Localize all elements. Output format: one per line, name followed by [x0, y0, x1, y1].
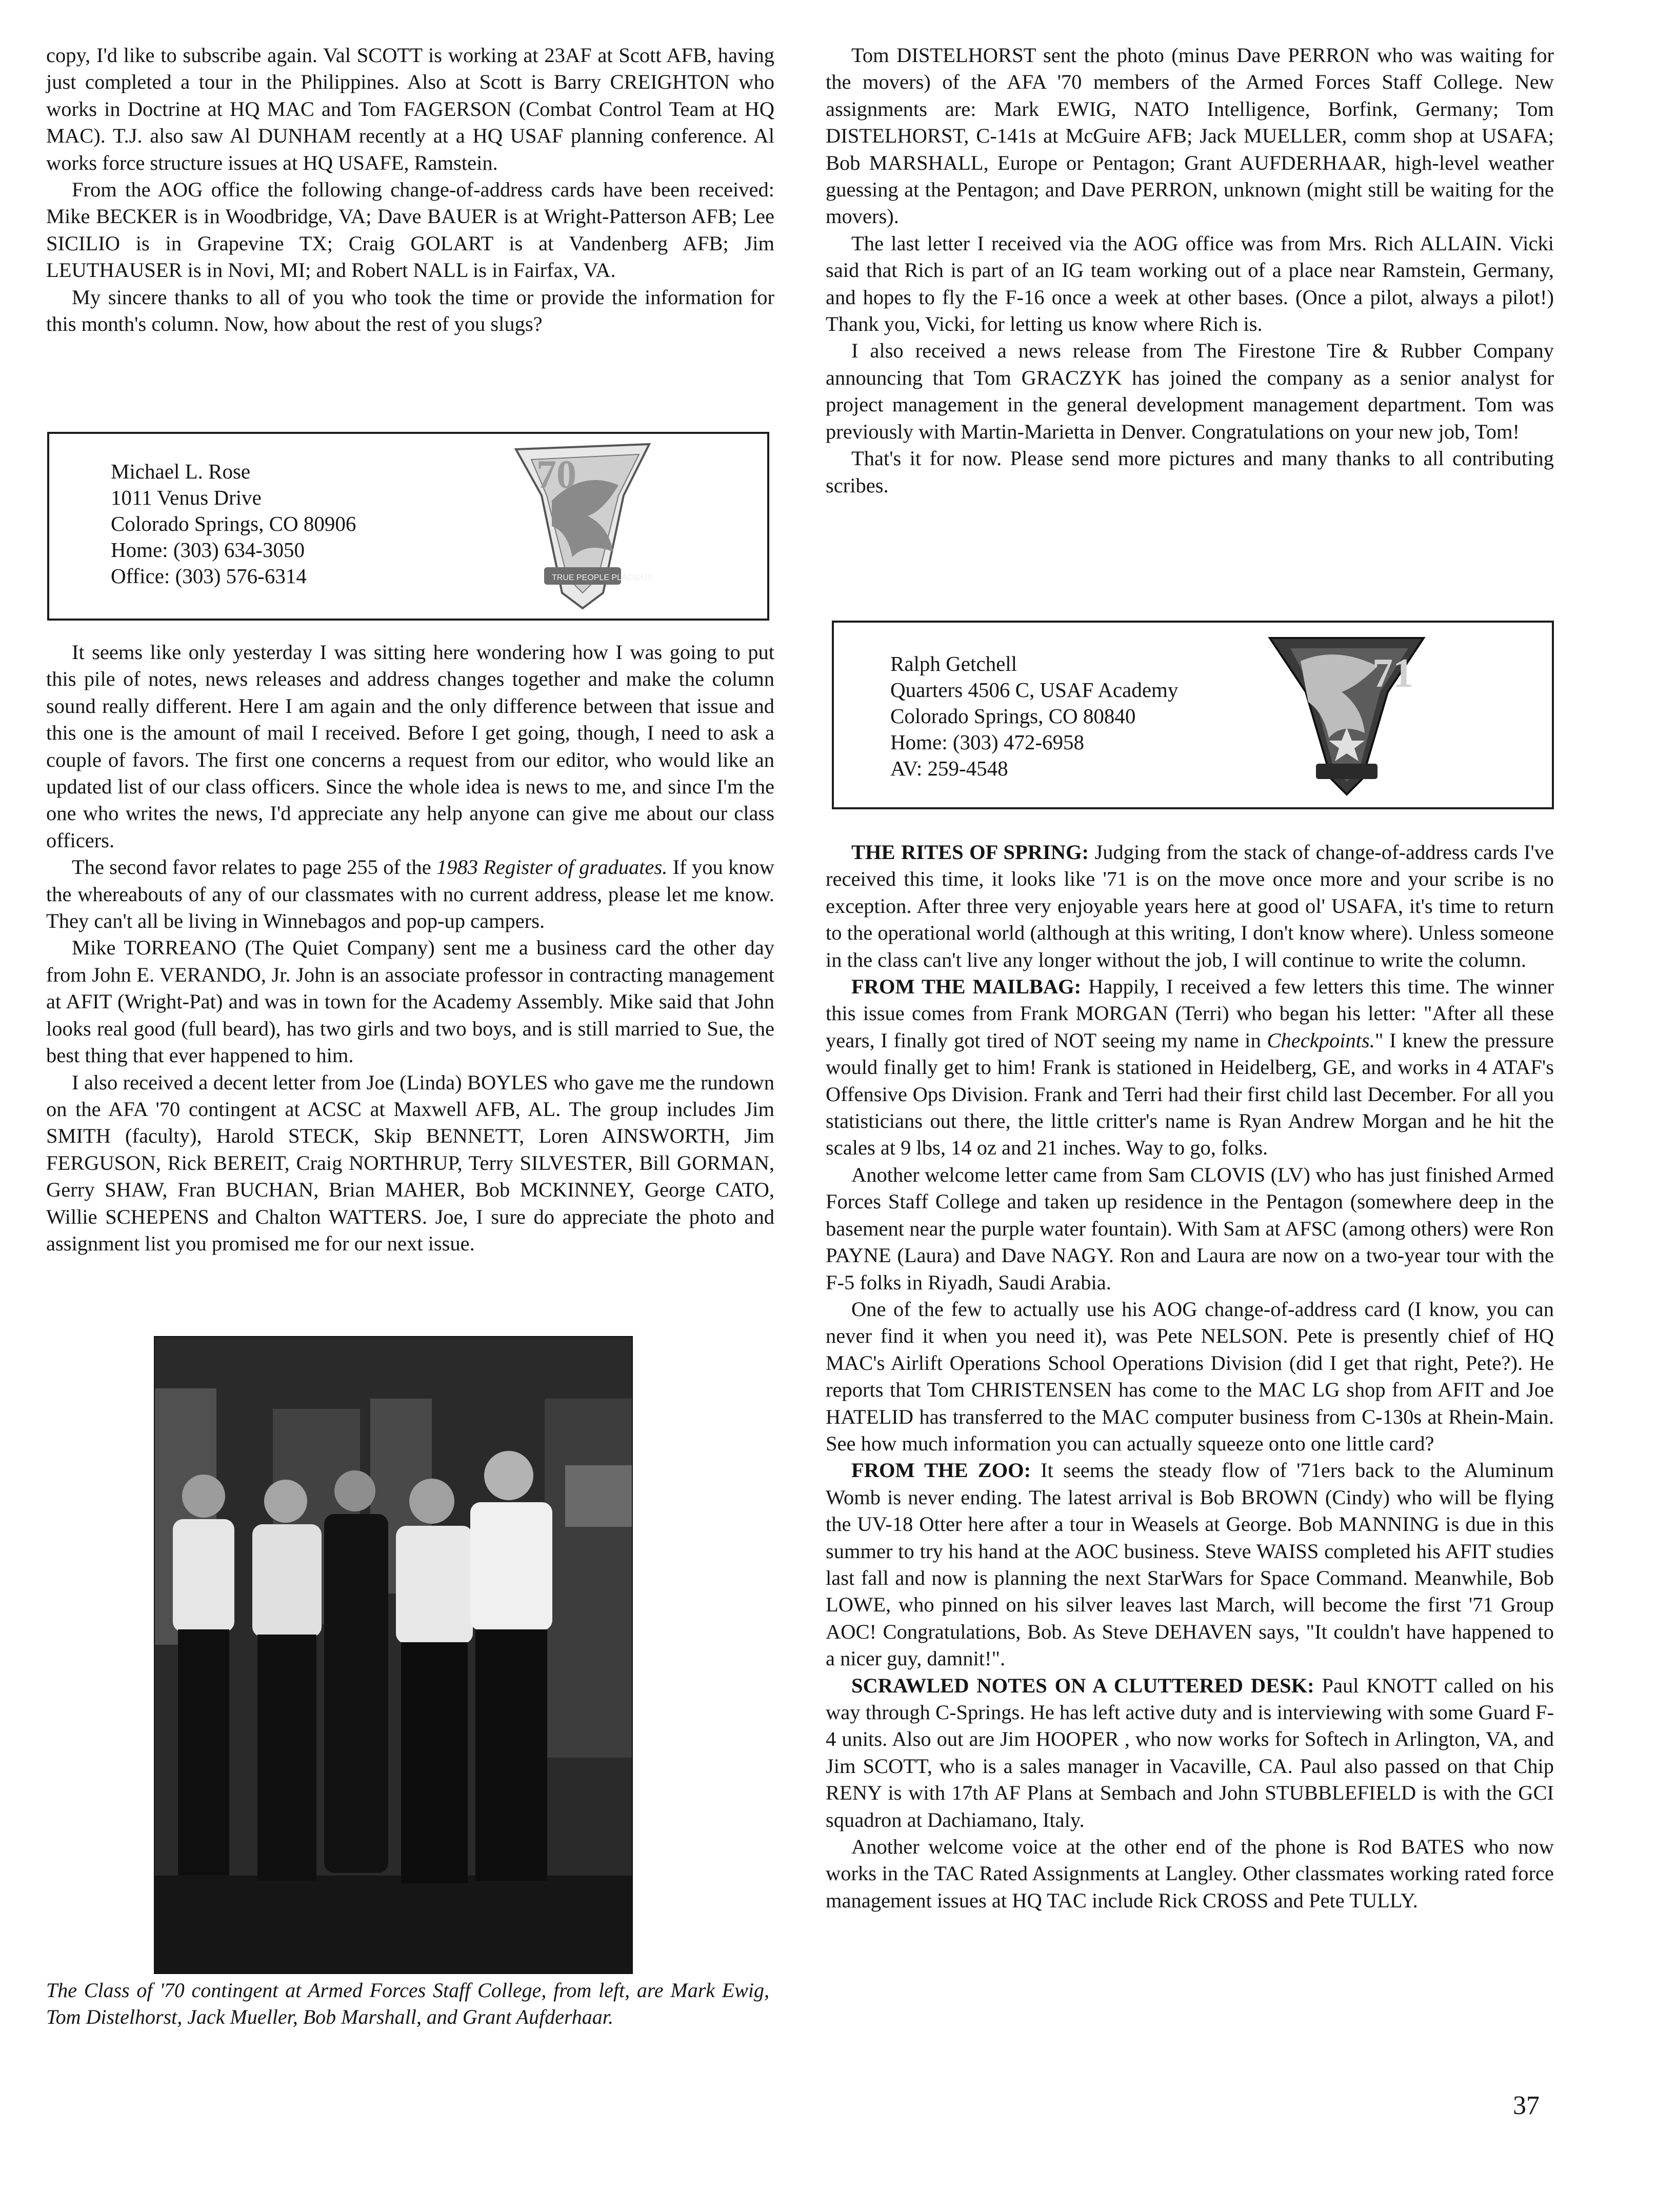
right-column-top [826, 42, 1554, 499]
scribe-name: Ralph Getchell [890, 652, 1017, 675]
paragraph: The second favor relates to page 255 of the 1983 Register of graduates. If you know the whereabouts of any of our classmates with no current address, please let me know. They can't all be living in Winnebagos and pop-up campers. [46, 855, 774, 933]
paragraph: Tom DISTELHORST sent the photo (minus Dave PERRON who was waiting for the movers) of the AFA '70 members of the Armed Forces Staff College. New assignments are: Mark EWIG, NATO Intelligence, Borfink, Germany; Tom DISTELHORST, C-141s at McGuire AFB; Jack MUELLER, comm shop at USAFA; Bob MARSHALL, Europe or Pentagon; Grant AUFDERHAAR, high-level weather guessing at the Pentagon; and Dave PERRON, unknown (might still be waiting for the movers). [826, 44, 1554, 228]
section-heading: THE RITES OF SPRING: [851, 841, 1089, 864]
right-column-bottom [826, 839, 1554, 1914]
class-crest-icon [1260, 630, 1434, 800]
scribe-home-phone: Home: (303) 472-6958 [890, 730, 1085, 754]
paragraph: SCRAWLED NOTES ON A CLUTTERED DESK: Paul KNOTT called on his way through C-Springs. He has left active duty and is interviewing with some Guard F-4 units. Also out are Jim HOOPER , who now works for Softech in Arlington, VA, and Jim SCOTT, who is a sales manager in Vacaville, CA. Paul also passed on that Chip RENY is with 17th AF Plans at Sembach and John STUBBLEFIELD is with the GCI squadron at Dachiamano, Italy. [826, 1673, 1554, 1831]
page-number: 37 [1513, 2091, 1540, 2120]
paragraph: The last letter I received via the AOG office was from Mrs. Rich ALLAIN. Vicki said that Rich is part of an IG team working out of a place near Ramstein, Germany, and hopes to fly the F-16 once a week at other bases. (Once a pilot, always a pilot!) Thank you, Vicki, for letting us know where Rich is. [826, 231, 1554, 336]
paragraph: Another welcome letter came from Sam CLOVIS (LV) who has just finished Armed Forces Staff College and taken up residence in the Pentagon (somewhere deep in the basement near the purple water fountain). With Sam at AFSC (among others) were Ron PAYNE (Laura) and Dave NAGY. Ron and Laura are now on a two-year tour with the F-5 folks in Riyadh, Saudi Arabia. [826, 1163, 1554, 1294]
section-heading: FROM THE ZOO: [851, 1459, 1031, 1482]
left-column-top [46, 42, 774, 337]
scribe-address [890, 651, 1178, 782]
paragraph: I also received a decent letter from Joe (Linda) BOYLES who gave me the rundown on the AFA '70 contingent at ACSC at Maxwell AFB, AL. The group includes Jim SMITH (faculty), Harold STECK, Skip BENNETT, Loren AINSWORTH, Jim FERGUSON, Rick BEREIT, Craig NORTHRUP, Terry SILVESTER, Bill GORMAN, Gerry SHAW, Fran BUCHAN, Brian MAHER, Bob MCKINNEY, George CATO, Willie SCHEPENS and Chalton WATTERS. Joe, I sure do appreciate the photo and assignment list you promised me for our next issue. [46, 1070, 774, 1255]
crest-motto: TRUE PEOPLE PLACIDUS [552, 573, 653, 582]
paragraph: That's it for now. Please send more pictures and many thanks to all contributing scribes. [826, 447, 1554, 497]
paragraph: I also received a news release from The Firestone Tire & Rubber Company announcing that Tom GRACZYK has joined the company as a senior analyst for project management in the general development management department. Tom was previously with Martin-Marietta in Denver. Congratulations on your new job, Tom! [826, 339, 1554, 443]
class-1971-scribe-box [832, 621, 1554, 809]
scribe-street: 1011 Venus Drive [111, 486, 262, 509]
scribe-home-phone: Home: (303) 634-3050 [111, 538, 305, 562]
left-column-bottom [46, 639, 774, 1257]
crest-year: 70 [536, 452, 576, 496]
scribe-address [111, 459, 356, 589]
section-heading: FROM THE MAILBAG: [851, 975, 1082, 999]
paragraph: FROM THE MAILBAG: Happily, I received a few letters this time. The winner this issue comes from Frank MORGAN (Terri) who began his letter: "After all these years, I finally got tired of NOT seeing my name in Checkpoints." I knew the pressure would finally get to him! Frank is stationed in Heidelberg, GE, and works in 4 ATAF's Offensive Ops Division. Frank and Terri had their first child last December. For all you statisticians out there, the little critter's name is Ryan Andrew Morgan and he hit the scales at 9 lbs, 14 oz and 21 inches. Way to go, folks. [826, 975, 1554, 1160]
paragraph: THE RITES OF SPRING: Judging from the stack of change-of-address cards I've received this time, it looks like '71 is on the move once more and your scribe is no exception. After three very enjoyable years here at good ol' USAFA, it's time to return to the operational world (although at this writing, I don't know where). Unless someone in the class can't live any longer without the job, I will continue to write the column. [826, 841, 1554, 971]
class-crest-icon [495, 439, 670, 613]
scribe-name: Michael L. Rose [111, 460, 251, 483]
photo-figures [155, 1337, 632, 1973]
paragraph: It seems like only yesterday I was sitting here wondering how I was going to put this pile of notes, news releases and address changes together and make the column sound really different. Here I am again and the only difference between that issue and this one is the amount of mail I received. Before I get going, though, I need to ask a couple of favors. The first one concerns a request from our editor, who would like an updated list of our class officers. Since the whole idea is news to me, and since I'm the one who writes the news, I'd appreciate any help anyone can give me about our class officers. [46, 641, 774, 852]
scribe-city: Colorado Springs, CO 80906 [111, 512, 356, 535]
paragraph: Mike TORREANO (The Quiet Company) sent me a business card the other day from John E. VERANDO, Jr. John is an associate professor in contracting management at AFIT (Wright-Pat) and was in town for the Academy Assembly. Mike said that John looks real good (full beard), has two girls and two boys, and is still married to Sue, the best thing that ever happened to him. [46, 936, 774, 1067]
paragraph: copy, I'd like to subscribe again. Val SCOTT is working at 23AF at Scott AFB, having just completed a tour in the Philippines. Also at Scott is Barry CREIGHTON who works in Doctrine at HQ MAC and Tom FAGERSON (Combat Control Team at HQ MAC). T.J. also saw Al DUNHAM recently at a HQ USAF planning conference. Al works force structure issues at HQ USAFE, Ramstein. [46, 44, 774, 174]
photo-caption: The Class of '70 contingent at Armed Forces Staff College, from left, are Mark Ewig, Tom Distelhorst, Jack Mueller, Bob Marshall, and Grant Aufderhaar. [46, 1979, 769, 2028]
section-heading: SCRAWLED NOTES ON A CLUTTERED DESK: [851, 1673, 1314, 1697]
scribe-av-phone: AV: 259-4548 [890, 756, 1008, 780]
scribe-city: Colorado Springs, CO 80840 [890, 704, 1136, 728]
publication-title: 1983 Register of graduates. [436, 855, 668, 879]
paragraph: FROM THE ZOO: It seems the steady flow of '71ers back to the Aluminum Womb is never ending. The latest arrival is Bob BROWN (Cindy) who will be flying the UV-18 Otter here after a tour in Weasels at George. Bob MANNING is due in this summer to try his hand at the AOC business. Steve WAISS completed his AFIT studies last fall and now is planning the next StarWars for Space Command. Meanwhile, Bob LOWE, who pinned on his silver leaves last March, will become the first '71 Group AOC! Congratulations, Bob. As Steve DEHAVEN says, "It couldn't have happened to a nicer guy, damnit!". [826, 1459, 1554, 1670]
paragraph: Another welcome voice at the other end of the phone is Rod BATES who now works in the TAC Rated Assignments at Langley. Other classmates working rated force management issues at HQ TAC include Rick CROSS and Pete TULLY. [826, 1835, 1554, 1912]
scribe-office-phone: Office: (303) 576-6314 [111, 564, 307, 588]
paragraph: From the AOG office the following change-of-address cards have been received: Mike BECKER is in Woodbridge, VA; Dave BAUER is at Wright-Patterson AFB; Lee SICILIO is in Grapevine TX; Craig GOLART is at Vandenberg AFB; Jim LEUTHAUSER is in Novi, MI; and Robert NALL is in Fairfax, VA. [46, 178, 774, 282]
paragraph: One of the few to actually use his AOG change-of-address card (I know, you can never find it when you need it), was Pete NELSON. Pete is presently chief of HQ MAC's Airlift Operations School Operations Division (did I get that right, Pete?). He reports that Tom CHRISTENSEN has come to the MAC LG shop from AFIT and Joe HATELID has transferred to the MAC computer business from C-130s at Rhein-Main. See how much information you can actually squeeze onto one little card? [826, 1297, 1554, 1455]
class-1970-scribe-box [47, 432, 769, 621]
publication-title: Checkpoints. [1267, 1028, 1375, 1052]
scribe-street: Quarters 4506 C, USAF Academy [890, 678, 1179, 702]
paragraph: My sincere thanks to all of you who took the time or provide the information for this month's column. Now, how about the rest of you slugs? [46, 285, 774, 336]
group-photo [154, 1336, 633, 1974]
crest-year: 71 [1372, 651, 1413, 696]
